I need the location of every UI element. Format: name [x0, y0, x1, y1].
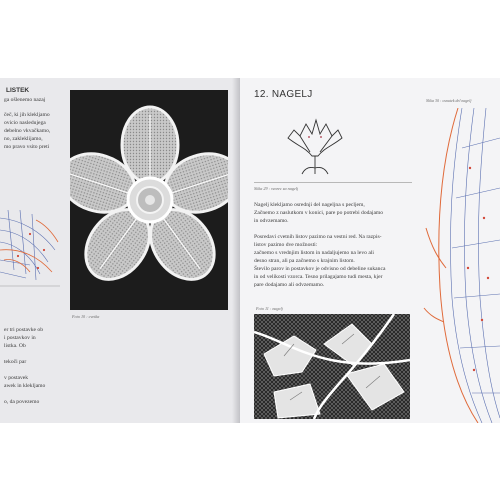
- text-line: začnemo s vrednjim listom in nadaljujemo na levo ali: [254, 250, 374, 256]
- photo-caption: Foto 10 : cvetka: [72, 314, 100, 319]
- photo-caption: Foto 11 : nagelj: [256, 306, 283, 311]
- lace-flower-image: [70, 90, 228, 310]
- left-page: [0, 78, 240, 423]
- text-line: awek in klekljamo: [4, 383, 46, 389]
- text-line: in od velikosti vzorca. Tesno prilagajamo tudi mesta, kjer: [254, 274, 383, 280]
- text-line: pare dodajamo ali odvzemamo.: [254, 282, 325, 288]
- lace-pattern-diagram: [0, 210, 62, 295]
- text-line: ga ošlenemo nazaj: [4, 97, 46, 103]
- text-line: desno stran, ali pa začnemo s krajnim listom.: [254, 258, 355, 264]
- carnation-outline-diagram: [280, 112, 350, 182]
- text-line: o, da povezemo: [4, 399, 40, 405]
- text-line: debelno vkvačkamo,: [4, 128, 51, 134]
- lace-flower-photo: [70, 90, 228, 310]
- text-line: in odvzemamo.: [254, 218, 289, 224]
- text-line: v postavek: [4, 375, 29, 381]
- text-line: mo pravo vsito preti: [4, 144, 50, 150]
- lace-pricking-diagram: [422, 108, 500, 423]
- carnation-lace-image: [254, 314, 410, 419]
- diagram-rule: [254, 182, 412, 183]
- text-line: Začnemo z naslutkom v konici, pare po potrebi dodajamo: [254, 210, 384, 216]
- text-line: er tri postavke ob: [4, 327, 43, 333]
- figure-label: Slika 30 : osnutek del nagelj: [426, 98, 472, 103]
- section-title: LISTEK: [6, 87, 30, 94]
- text-line: Nagelj klekljamo osrednji del nageljna s pecljem,: [254, 202, 365, 208]
- text-line: listka. Ob: [4, 343, 26, 349]
- text-line: čeč, ki jih klekljamo: [4, 112, 50, 118]
- text-line: Število parov in postavkov je odvisno od debeline sukanca: [254, 266, 386, 272]
- text-line: ovicio nasledujega: [4, 120, 46, 126]
- chapter-title: 12. NAGELJ: [254, 89, 313, 100]
- open-book: [0, 78, 500, 423]
- right-page: [240, 78, 500, 423]
- carnation-lace-photo: [254, 314, 410, 419]
- diagram-caption: Slika 29 : vzorec za nagelj: [254, 186, 299, 191]
- text-line: i postavkov in: [4, 335, 36, 341]
- text-line: Posredavi cvetnih listov pazimo na vestni red. Na razpis-: [254, 234, 382, 240]
- text-line: listov pazimo dve možnosti:: [254, 242, 318, 248]
- text-line: no, zakleklijamo,: [4, 136, 43, 142]
- text-line: tekoči par: [4, 359, 27, 365]
